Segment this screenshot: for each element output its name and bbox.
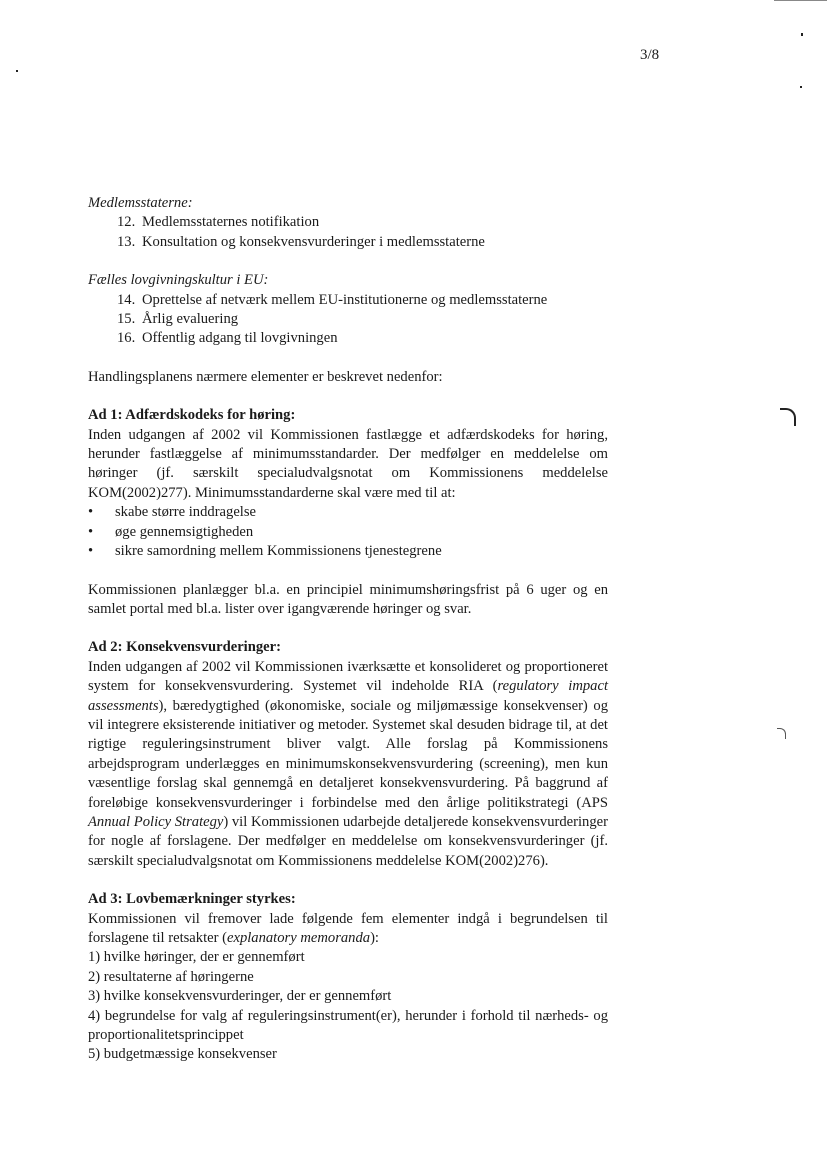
- ad1-bullets: [88, 503, 608, 561]
- scan-artifact: [800, 86, 802, 88]
- list-item: 1) hvilke høringer, der er gennemført: [88, 949, 305, 966]
- item-number: 12.: [117, 214, 136, 231]
- text-run: ) vil Kommissionen udarbejde detaljerede konsekvensvurderinger for nogle af forslagene. Der medfølger en meddelelse om konsekvensvurderinger (jf. særskilt specialudvalgsnotat om Kommissionens meddelelse KOM(2002)276).: [88, 813, 608, 869]
- bullet-item: • sikre samordning mellem Kommissionens tjenestegrene: [88, 542, 608, 561]
- ad3-heading: Ad 3: Lovbemærkninger styrkes:: [88, 891, 296, 908]
- list-item: [88, 310, 608, 329]
- text-run: Inden udgangen af 2002 vil Kommissionen iværksætte et konsolideret og proportioneret system for konsekvensvurdering. Systemet vil indeholde RIA (: [88, 658, 608, 695]
- ad2-paragraph: [88, 658, 608, 871]
- ad1-paragraph-2: Kommissionen planlægger bl.a. en principiel minimumshøringsfrist på 6 uger og en samlet portal med bl.a. lister over igangværende høringer og svar.: [88, 581, 608, 617]
- ad2-heading: Ad 2: Konsekvensvurderinger:: [88, 639, 281, 656]
- item-number: 14.: [117, 291, 136, 308]
- list-item: 2) resultaterne af høringerne: [88, 968, 254, 985]
- italic-term: regulatory impact assessments: [88, 678, 608, 714]
- item-text: Konsultation og konsekvensvurderinger i medlemsstaterne: [142, 233, 485, 250]
- ad1-heading: Ad 1: Adfærdskodeks for høring:: [88, 407, 296, 424]
- ad3-list: [88, 948, 608, 1064]
- ad1-paragraph: Inden udgangen af 2002 vil Kommissionen fastlægge et adfærdskodeks for høring, herunder fastlæggelse af minimumsstandarder. Der medfølger en meddelelse om høringer (jf. særskilt specialudvalgsnotat om Kommissionens meddelelse KOM(2002)277). Minimumsstandarderne skal være med til at:: [88, 426, 608, 501]
- italic-term: explanatory memoranda: [226, 930, 371, 946]
- bullet-item: • øge gennemsigtigheden: [88, 523, 608, 542]
- section-heading-member-states: Medlemsstaterne:: [88, 195, 193, 211]
- item-number: 13.: [117, 233, 136, 250]
- bullet-item: • skabe større inddragelse: [88, 503, 608, 522]
- common-culture-list: [88, 291, 608, 349]
- item-text: Medlemsstaternes notifikation: [142, 214, 320, 231]
- text-run: ), bæredygtighed (økonomiske, sociale og miljømæssige konsekvenser) og vil integrere eksisterende initiativer og metoder. Systemet skal desuden bidrage til, at det rigtige reguleringsinstrument bliver valgt. Alle forslag på Kommissionens arbejdsprogram underlægges en minimumskonsekvensvurdering (screening), men kun væsentlige forslag skal gennemgå en detaljeret konsekvensvurdering. På baggrund af foreløbige konsekvensvurderinger i forbindelse med den årlige politikstrategi (APS: [88, 697, 608, 811]
- item-number: 15.: [117, 311, 136, 328]
- item-text: Offentlig adgang til lovgivningen: [142, 330, 338, 347]
- section-heading-common-culture: Fælles lovgivningskultur i EU:: [88, 272, 269, 289]
- member-states-list: [88, 213, 608, 252]
- list-item: 3) hvilke konsekvensvurderinger, der er gennemført: [88, 988, 392, 1005]
- item-number: 16.: [117, 330, 136, 347]
- document-body: [88, 194, 608, 1065]
- page-number: 3/8: [640, 47, 660, 63]
- item-text: Årlig evaluering: [142, 311, 239, 328]
- scan-edge-line: [774, 0, 827, 1]
- scan-artifact: [801, 33, 803, 36]
- text-run: ):: [370, 930, 379, 946]
- intro-line: Handlingsplanens nærmere elementer er beskrevet nedenfor:: [88, 368, 443, 385]
- scan-artifact: [777, 728, 786, 739]
- list-item: [88, 291, 608, 310]
- scan-artifact: [16, 70, 18, 72]
- text-run: Kommissionen vil fremover lade følgende fem elementer indgå i begrundelsen til forslagene til retsakter (: [88, 910, 608, 946]
- list-item: [88, 213, 608, 232]
- italic-term: Annual Policy Strategy: [88, 813, 224, 830]
- list-item: 4) begrundelse for valg af reguleringsinstrument(er), herunder i forhold til nærheds- og proportionalitetsprincippet: [88, 1007, 608, 1044]
- list-item: 5) budgetmæssige konsekvenser: [88, 1046, 277, 1063]
- list-item: [88, 329, 608, 348]
- list-item: [88, 233, 608, 252]
- scan-artifact: [780, 408, 796, 426]
- item-text: Oprettelse af netværk mellem EU-institutionerne og medlemsstaterne: [142, 291, 548, 308]
- ad3-paragraph: [88, 910, 608, 949]
